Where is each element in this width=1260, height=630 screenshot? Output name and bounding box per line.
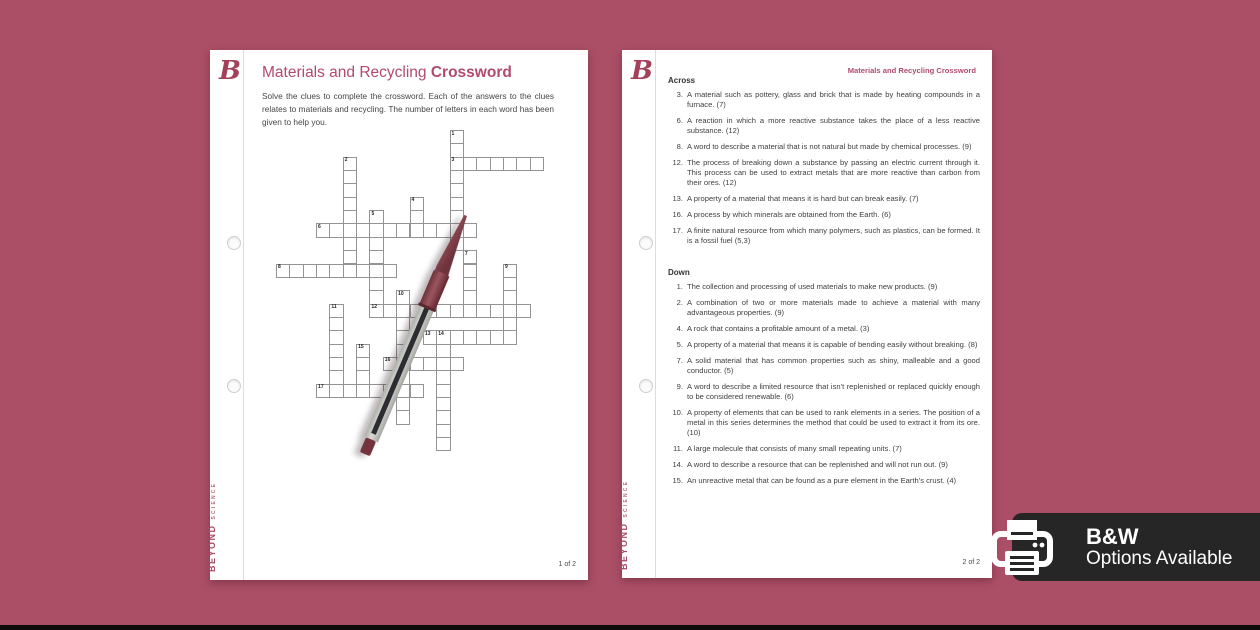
clue-text: A combination of two or more materials made to achieve a material with many advantageous properties. (9) [687,297,980,317]
crossword-cell[interactable] [516,157,530,171]
clue-text: An unreactive metal that can be found as a pure element in the Earth's crust. (4) [687,476,957,486]
brand-vertical-text [202,482,220,572]
clue-item [668,158,980,187]
crossword-cell[interactable] [463,264,477,278]
page-number: 1 of 2 [558,561,576,568]
crossword-cell[interactable] [450,130,464,144]
crossword-cell[interactable] [396,223,410,237]
clue-item [668,142,980,152]
crossword-cell[interactable] [369,304,383,318]
brand-vertical-text [614,480,632,570]
crossword-cell[interactable] [436,344,450,358]
crossword-cell[interactable] [343,170,357,184]
crossword-cell[interactable] [343,237,357,251]
clue-num: 14. [672,459,683,469]
margin-line [655,50,656,578]
clue-item [668,324,980,334]
crossword-cell[interactable] [356,223,370,237]
crossword-cell[interactable] [329,317,343,331]
crossword-cell[interactable] [343,210,357,224]
clue-number: 3 [451,157,455,164]
crossword-cell[interactable] [316,264,330,278]
crossword-cell[interactable] [343,250,357,264]
clue-num: 1. [676,281,683,291]
crossword-cell[interactable] [423,357,437,371]
hole-punch-icon [227,379,241,393]
clue-text: A finite natural resource from which many polymers, such as plastics, can be formed. It is a fossil fuel (5,3) [687,226,980,245]
clue-num: 11. [673,443,683,453]
title-regular: Materials and Recycling [262,64,427,81]
crossword-cell[interactable] [343,384,357,398]
crossword-cell[interactable] [329,370,343,384]
crossword-cell[interactable] [450,170,464,184]
hole-punch-icon [639,379,653,393]
crossword-cell[interactable] [410,384,424,398]
beyond-logo-icon: B [219,56,241,86]
page-title [262,64,512,82]
crossword-cell[interactable] [503,304,517,318]
crossword-cell[interactable] [329,384,343,398]
clue-number: 10 [398,290,404,297]
crossword-cell[interactable] [476,330,490,344]
brand-sub: SCIENCE [623,479,629,518]
crossword-grid[interactable] [276,130,545,452]
clue-num: 9. [676,382,683,392]
clue-text: A word to describe a limited resource that isn't replenished or replaced quickly enough to be considered renewable. (6) [687,382,980,401]
crossword-cell[interactable] [423,223,437,237]
clue-number: 16 [384,357,391,364]
crossword-cell[interactable] [450,357,464,371]
clue-sections [668,76,980,492]
crossword-cell[interactable] [356,344,370,358]
crossword-cell[interactable] [463,250,477,264]
clue-num: 4. [676,323,683,333]
crossword-cell[interactable] [369,250,383,264]
clue-number: 15 [358,344,364,351]
badge-line2: Options Available [1086,547,1233,569]
clue-item [668,444,980,454]
crossword-cell[interactable] [369,277,383,291]
crossword-cell[interactable] [369,223,383,237]
crossword-cell[interactable] [490,157,504,171]
clue-number: 12 [371,304,377,311]
page-number: 2 of 2 [962,559,980,566]
crossword-cell[interactable] [503,330,517,344]
crossword-cell[interactable] [436,437,450,451]
crossword-cell[interactable] [383,304,397,318]
crossword-cell[interactable] [343,264,357,278]
crossword-cell[interactable] [436,384,450,398]
crossword-cell[interactable] [356,370,370,384]
crossword-cell[interactable] [329,330,343,344]
clue-number: 5 [371,210,375,217]
hole-punch-icon [227,236,241,250]
clue-number: 17 [318,384,324,391]
crossword-cell[interactable] [369,210,383,224]
crossword-cell[interactable] [303,264,317,278]
crossword-cell[interactable] [329,264,343,278]
crossword-cell[interactable] [329,344,343,358]
crossword-cell[interactable] [369,237,383,251]
clue-number: 9 [504,264,508,270]
clue-text: The collection and processing of used materials to make new products. (9) [687,281,938,291]
clue-text: A solid material that has common properties such as shiny, malleable and a good conductor. (5) [687,356,980,375]
crossword-cell[interactable] [490,304,504,318]
crossword-cell[interactable] [329,304,343,318]
clue-num: 17. [672,226,683,236]
clue-num: 5. [676,340,683,349]
clue-text: A large molecule that consists of many small repeating units. (7) [687,443,902,453]
brand-main: BEYOND [207,524,217,572]
brand-main: BEYOND [619,522,629,570]
clue-number: 4 [411,197,415,204]
crossword-cell[interactable] [396,290,410,304]
clue-number: 1 [451,130,455,137]
clue-num: 13. [672,193,683,203]
crossword-cell[interactable] [436,330,450,344]
crossword-cell[interactable] [343,157,357,171]
clue-num: 15. [672,476,683,486]
clue-text: A material such as pottery, glass and brick that is made by heating compounds in a furnace. (7) [687,90,980,109]
crossword-cell[interactable] [396,304,410,318]
crossword-cell[interactable] [329,223,343,237]
intro-text: Solve the clues to complete the crossword. Each of the answers to the clues relates to materials and recycling. The number of letters in each word has been given to help you. [262,91,554,128]
crossword-cell[interactable] [356,384,370,398]
clue-number: 7 [464,250,468,257]
clue-number: 2 [344,157,348,164]
clue-item [668,298,980,317]
crossword-cell[interactable] [463,290,477,304]
clue-item [668,210,980,220]
clue-item [668,476,980,486]
crossword-cell[interactable] [463,277,477,291]
crossword-cell[interactable] [343,223,357,237]
crossword-cell[interactable] [450,197,464,211]
crossword-cell[interactable] [463,157,477,171]
crossword-cell[interactable] [316,384,330,398]
section-heading: Across [668,76,696,85]
crossword-cell[interactable] [530,157,544,171]
clue-num: 8. [676,141,683,151]
clue-number: 8 [278,264,281,270]
crossword-cell[interactable] [369,264,383,278]
printer-icon [986,518,1058,578]
crossword-cell[interactable] [476,304,490,318]
clue-item [668,356,980,375]
crossword-cell[interactable] [503,157,517,171]
clue-item [668,194,980,204]
clue-num: 3. [676,90,683,99]
crossword-cell[interactable] [316,223,330,237]
clue-number: 14 [438,330,444,337]
bw-options-badge [1012,513,1260,581]
crossword-cell[interactable] [450,183,464,197]
crossword-cell[interactable] [383,223,397,237]
section-heading: Down [668,267,690,277]
crossword-cell[interactable] [503,264,517,278]
crossword-cell[interactable] [463,304,477,318]
crossword-cell[interactable] [450,157,464,171]
crossword-cell[interactable] [450,330,464,344]
crossword-cell[interactable] [276,264,290,278]
clue-number: 11 [331,304,337,311]
crossword-cell[interactable] [369,290,383,304]
crossword-cell[interactable] [410,210,424,224]
crossword-cell[interactable] [503,277,517,291]
crossword-cell[interactable] [490,330,504,344]
clue-text: A process by which minerals are obtained from the Earth. (6) [687,209,891,219]
clue-number: 6 [318,223,321,230]
worksheet-page-2 [619,50,992,578]
crossword-cell[interactable] [516,304,530,318]
crossword-cell[interactable] [343,197,357,211]
crossword-cell[interactable] [343,183,357,197]
crossword-cell[interactable] [503,290,517,304]
page2-header: Materials and Recycling Crossword [847,66,976,75]
worksheet-page-1 [207,50,588,580]
clue-item [668,226,980,245]
clue-item [668,382,980,401]
clue-item [668,460,980,470]
crossword-cell[interactable] [289,264,303,278]
hole-punch-icon [639,236,653,250]
clue-item [668,90,980,109]
title-bold: Crossword [430,64,512,81]
crossword-cell[interactable] [436,357,450,371]
crossword-cell[interactable] [503,317,517,331]
clue-text: A rock that contains a profitable amount of a metal. (3) [687,323,870,333]
clue-num: 10. [672,408,683,418]
clue-item [668,116,980,135]
crossword-cell[interactable] [329,357,343,371]
crossword-cell[interactable] [356,357,370,371]
crossword-cell[interactable] [450,143,464,157]
crossword-cell[interactable] [410,197,424,211]
clue-num: 6. [676,115,683,125]
badge-line1: B&W [1086,523,1139,549]
crossword-cell[interactable] [383,264,397,278]
crossword-cell[interactable] [436,397,450,411]
clue-num: 16. [672,209,683,219]
crossword-cell[interactable] [396,410,410,424]
bottom-bar [0,625,1260,630]
clue-item [668,340,980,350]
clue-text: A property of a material that means it is hard but can break easily. (7) [687,193,919,203]
clue-item [668,408,980,437]
clue-text: A word to describe a material that is not natural but made by chemical processes. (9) [687,141,972,151]
crossword-cell[interactable] [436,370,450,384]
clue-num: 12. [672,158,683,168]
crossword-cell[interactable] [410,223,424,237]
crossword-cell[interactable] [356,264,370,278]
clue-text: A property of elements that can be used to rank elements in a series. The position of a metal in this series determines the method that could be used to extract it from its ore. (10) [687,408,980,437]
clue-num: 2. [676,297,683,307]
clue-num: 7. [676,356,683,366]
beyond-logo-icon: B [631,56,653,86]
crossword-cell[interactable] [436,410,450,424]
clue-number: 13 [424,330,431,337]
crossword-cell[interactable] [450,304,464,318]
clue-text: The process of breaking down a substance by passing an electric current through it. This process can be used to extract metals that are more reactive than carbon from their ores. (12) [687,158,980,187]
margin-line [243,50,244,580]
clue-text: A property of a material that means it is capable of bending easily without breaking. (8) [687,340,978,349]
clue-text: A word to describe a resource that can be replenished and will not run out. (9) [687,459,948,469]
crossword-cell[interactable] [476,157,490,171]
crossword-cell[interactable] [463,330,477,344]
clue-text: A reaction in which a more reactive substance takes the place of a less reactive substance. (12) [687,115,980,135]
brand-sub: SCIENCE [211,481,217,520]
crossword-cell[interactable] [436,424,450,438]
clue-item [668,282,980,292]
